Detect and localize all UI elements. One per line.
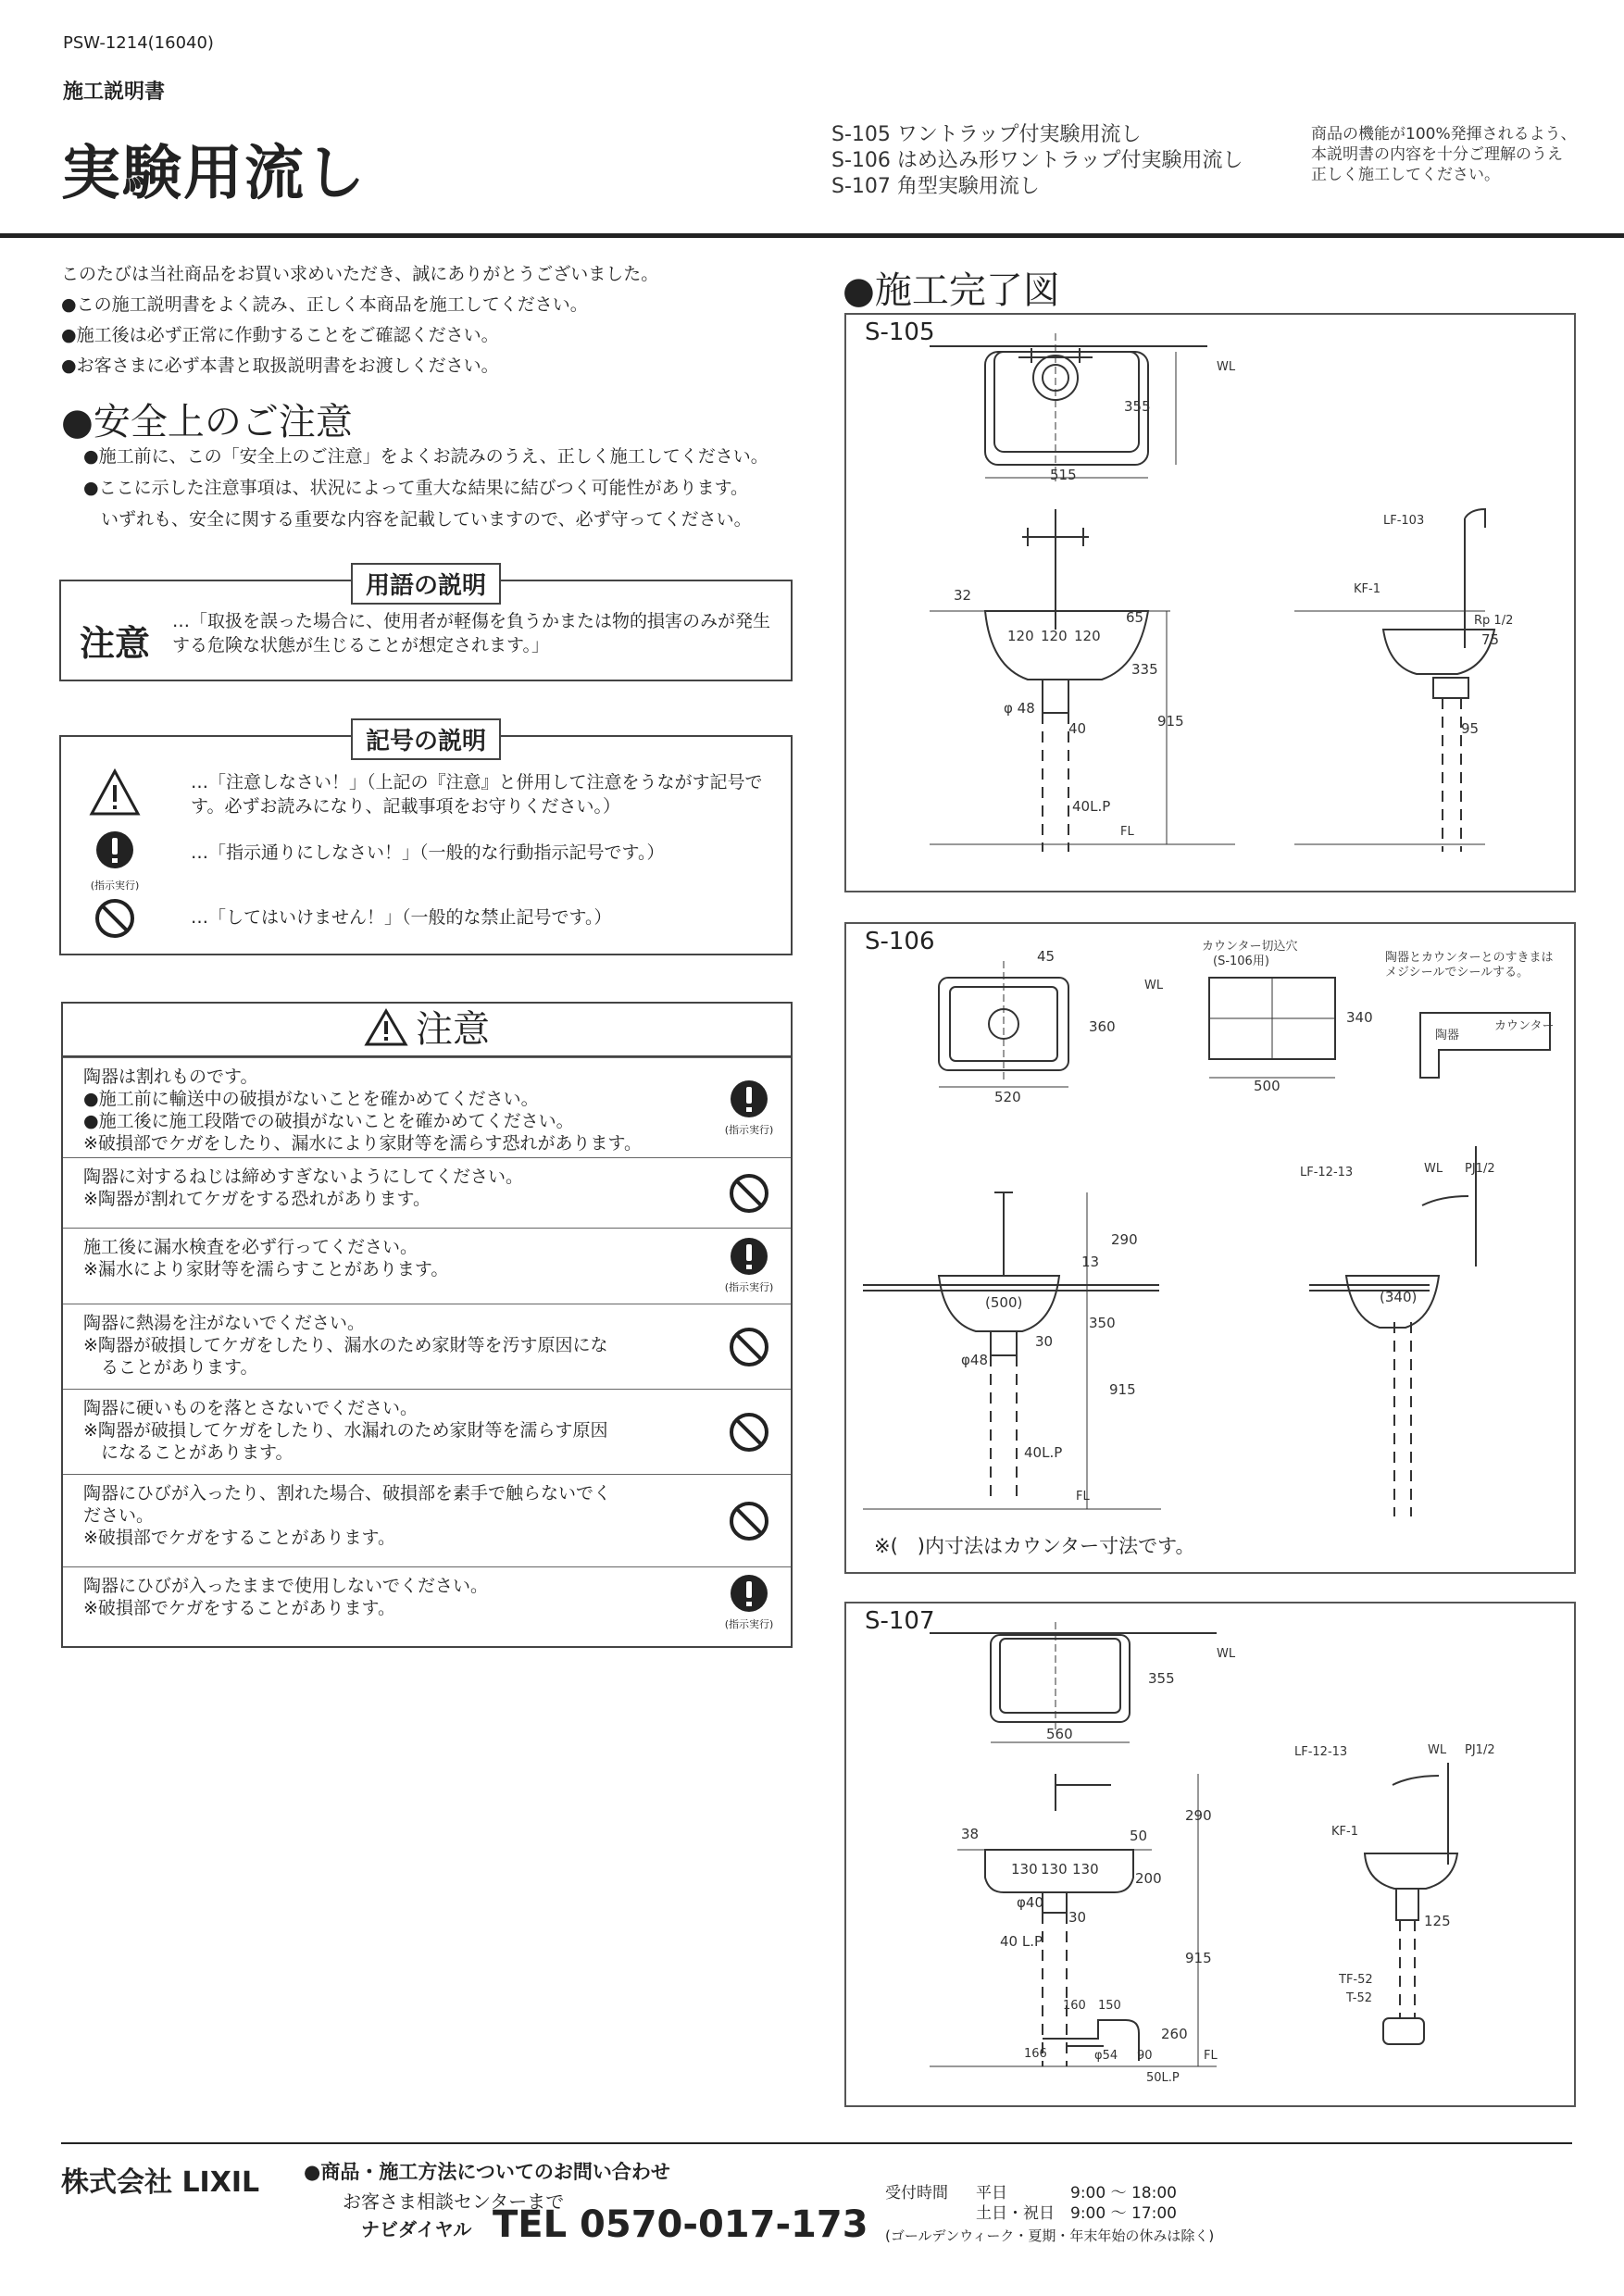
navi-dial-label: ナビダイヤル <box>361 2218 472 2240</box>
dim-label: 355 <box>1148 1670 1175 1687</box>
dim-label: 360 <box>1089 1018 1116 1035</box>
diagram-label: S-106 <box>865 928 935 955</box>
dim-label: 130 <box>1072 1861 1099 1878</box>
company-name: 株式会社 LIXIL <box>61 2166 260 2199</box>
dim-label: 13 <box>1081 1254 1100 1270</box>
caution-line: 陶器に対するねじは締めすぎないようにしてください。 <box>83 1167 524 1187</box>
model-item: S-105 ワントラップ付実験用流し <box>831 123 1142 146</box>
floor-level-label: FL <box>1120 825 1134 839</box>
document-code: PSW-1214(16040) <box>63 33 214 53</box>
diagram-s106 <box>844 922 1576 1574</box>
instruction-sub-label: (指示実行) <box>90 880 140 892</box>
dim-label: 65 <box>1126 609 1144 626</box>
dim-label: 340 <box>1346 1009 1373 1026</box>
contact-subtext: お客さま相談センターまで <box>343 2190 565 2213</box>
porcelain-label: 陶器 <box>1435 1029 1460 1042</box>
s107-drawing <box>846 1603 1574 2105</box>
pipe-label: 40L.P <box>1024 1444 1063 1461</box>
caution-line: 施工後に漏水検査を必ず行ってください。 <box>83 1237 418 1257</box>
terms-box <box>59 572 793 681</box>
caution-text <box>83 1066 713 1154</box>
dim-label: 350 <box>1089 1315 1116 1331</box>
cutout-label: カウンター切込穴 <box>1202 940 1298 954</box>
hours-weekday: 平日 9:00 〜 18:00 <box>976 2184 1177 2202</box>
symbol-row <box>89 830 774 892</box>
caution-text <box>83 1575 713 1619</box>
instruction-icon <box>717 1079 781 1136</box>
dim-label: 335 <box>1131 661 1158 678</box>
instruction-icon <box>717 1236 781 1293</box>
caution-line: ※破損部でケガをしたり、漏水により家財等を濡らす恐れがあります。 <box>83 1133 643 1154</box>
header-note-line: 正しく施工してください。 <box>1311 166 1500 184</box>
dim-label: 32 <box>954 587 972 604</box>
dim-label: 130 <box>1011 1861 1038 1878</box>
intro-line: ●お客さまに必ず本書と取扱説明書をお渡しください。 <box>61 356 499 376</box>
water-level-label: WL <box>1217 360 1236 374</box>
s105-drawing <box>846 315 1574 891</box>
water-level-label: WL <box>1144 979 1164 992</box>
dim-label: 38 <box>961 1826 980 1842</box>
dim-label: φ48 <box>961 1352 988 1368</box>
intro-line: ●施工後は必ず正常に作動することをご確認ください。 <box>61 325 499 345</box>
model-list <box>831 122 1243 200</box>
hours-label: 受付時間 <box>885 2184 948 2202</box>
caution-text <box>83 1236 713 1280</box>
caution-row <box>63 1228 791 1304</box>
part-label: KF-1 <box>1331 1825 1358 1839</box>
caution-line: ※陶器が破損してケガをしたり、漏水のため家財等を汚す原因にな <box>83 1335 608 1355</box>
page-title: 実験用流し <box>61 140 367 208</box>
intro-line: ●この施工説明書をよく読み、正しく本商品を施工してください。 <box>61 294 588 315</box>
dim-label: 290 <box>1185 1807 1212 1824</box>
dim-label: 160 <box>1063 1999 1086 2013</box>
part-label: LF-103 <box>1383 514 1425 528</box>
caution-line: 陶器に熱湯を注がないでください。 <box>83 1313 366 1333</box>
instruction-icon <box>89 830 141 892</box>
symbols-box <box>59 728 793 955</box>
symbols-label: 記号の説明 <box>351 718 501 760</box>
caution-row <box>63 1057 791 1158</box>
dim-label: 75 <box>1481 631 1500 648</box>
intro-line: このたびは当社商品をお買い求めいただき、誠にありがとうございました。 <box>61 264 659 284</box>
diagram-s105 <box>844 313 1576 892</box>
instruction-sub-label: (指示実行) <box>724 1124 774 1136</box>
symbol-description: …「指示通りにしなさい！」（一般的な行動指示記号です。） <box>191 842 665 863</box>
dim-label: 45 <box>1037 948 1056 965</box>
terms-label: 用語の説明 <box>351 563 501 605</box>
caution-text <box>83 1482 713 1549</box>
header-note-line: 本説明書の内容を十分ご理解のうえ <box>1311 145 1563 164</box>
header-note <box>1311 124 1577 185</box>
counter-dimension-note: ※( )内寸法はカウンター寸法です。 <box>874 1535 1195 1557</box>
contact-heading: ●商品・施工方法についてのお問い合わせ <box>304 2161 670 2183</box>
completion-heading: ●施工完了図 <box>843 269 1060 312</box>
part-label: KF-1 <box>1354 582 1380 596</box>
caution-line: ※陶器が割れてケガをする恐れがあります。 <box>83 1189 431 1209</box>
dim-label: 130 <box>1041 1861 1068 1878</box>
prohibition-icon <box>717 1499 781 1549</box>
caution-row <box>63 1389 791 1475</box>
instruction-icon <box>717 1573 781 1630</box>
caution-line: 陶器にひびが入ったり、割れた場合、破損部を素手で触らないでく <box>83 1483 612 1504</box>
phone-number: TEL 0570-017-173 <box>493 2203 868 2246</box>
dim-label: 560 <box>1046 1726 1073 1742</box>
dim-label: (340) <box>1380 1289 1418 1305</box>
dim-label: 515 <box>1050 467 1077 483</box>
part-label: T-52 <box>1346 1991 1372 2005</box>
term-word: 注意 <box>80 623 151 664</box>
part-label: Rp 1/2 <box>1474 614 1514 628</box>
dim-label: φ54 <box>1094 2049 1118 2063</box>
caution-text <box>83 1166 713 1210</box>
seal-note: 陶器とカウンターとのすきまは <box>1385 951 1554 965</box>
instruction-sub-label: (指示実行) <box>724 1281 774 1293</box>
dim-label: 30 <box>1068 1909 1087 1926</box>
dim-label: 125 <box>1424 1913 1451 1929</box>
diagram-label: S-105 <box>865 318 935 346</box>
part-label: TF-52 <box>1339 1973 1373 1987</box>
symbol-row <box>89 768 774 824</box>
diagram-s107 <box>844 1602 1576 2107</box>
safety-item: ●施工前に、この「安全上のご注意」をよくお読みのうえ、正しく施工してください。 <box>83 446 768 467</box>
part-label: LF-12-13 <box>1300 1166 1354 1179</box>
dim-label: 166 <box>1024 2047 1047 2061</box>
seal-note: メジシールでシールする。 <box>1385 966 1530 980</box>
dim-label: 915 <box>1109 1381 1136 1398</box>
diagram-label: S-107 <box>865 1607 935 1635</box>
prohibition-icon <box>717 1171 781 1221</box>
symbol-row <box>89 896 774 942</box>
floor-level-label: FL <box>1076 1490 1090 1504</box>
dim-label: 290 <box>1111 1231 1138 1248</box>
intro-text <box>61 259 820 381</box>
dim-label: 30 <box>1035 1333 1054 1350</box>
pipe-label: 40L.P <box>1072 798 1111 815</box>
dim-label: 120 <box>1074 628 1101 644</box>
dim-label: 200 <box>1135 1870 1162 1887</box>
safety-item: いずれも、安全に関する重要な内容を記載していますので、必ず守ってください。 <box>83 509 752 530</box>
instruction-sub-label: (指示実行) <box>724 1618 774 1630</box>
dim-label: 120 <box>1007 628 1034 644</box>
caution-line: ださい。 <box>83 1505 155 1526</box>
caution-row <box>63 1474 791 1567</box>
footer-divider <box>61 2142 1572 2144</box>
caution-line: 陶器に硬いものを落とさないでください。 <box>83 1398 418 1418</box>
dim-label: 355 <box>1124 398 1151 415</box>
caution-line: ●施工前に輸送中の破損がないことを確かめてください。 <box>83 1089 539 1109</box>
part-label: LF-12-13 <box>1294 1745 1348 1759</box>
symbol-description: …「注意しなさい！」（上記の『注意』と併用して注意をうながす記号です。必ずお読みになり、記載事項をお守りください。） <box>191 772 763 817</box>
dim-label: 520 <box>994 1089 1021 1105</box>
dim-label: 50 <box>1130 1828 1148 1844</box>
caution-line: ※破損部でケガをすることがあります。 <box>83 1528 396 1548</box>
dim-label: φ40 <box>1017 1894 1043 1911</box>
dim-label: 260 <box>1161 2026 1188 2042</box>
dim-label: (500) <box>985 1294 1023 1311</box>
safety-list <box>83 441 833 535</box>
water-level-label: WL <box>1217 1647 1236 1661</box>
dim-label: 120 <box>1041 628 1068 644</box>
safety-item: ●ここに示した注意事項は、状況によって重大な結果に結びつく可能性があります。 <box>83 478 749 498</box>
warning-triangle-icon <box>89 768 141 823</box>
pipe-label: 40 L.P <box>1000 1933 1043 1950</box>
part-label: PJ1/2 <box>1465 1162 1495 1176</box>
caution-line: になることがあります。 <box>83 1442 294 1463</box>
symbol-description: …「してはいけません！」（一般的な禁止記号です。） <box>191 907 612 928</box>
model-item: S-106 はめ込み形ワントラップ付実験用流し <box>831 149 1243 172</box>
prohibition-icon <box>717 1410 781 1460</box>
caution-heading: 注意 <box>416 1008 490 1051</box>
caution-row <box>63 1566 791 1645</box>
prohibition-icon <box>89 896 141 947</box>
caution-line: ることがあります。 <box>83 1357 258 1378</box>
caution-row <box>63 1304 791 1390</box>
warning-triangle-icon <box>364 1008 408 1047</box>
caution-row <box>63 1157 791 1229</box>
dim-label: 500 <box>1254 1078 1280 1094</box>
header-note-line: 商品の機能が100%発揮されるよう、 <box>1311 125 1577 144</box>
dim-label: 90 <box>1137 2049 1153 2063</box>
dim-label: 150 <box>1098 1999 1121 2013</box>
model-item: S-107 角型実験用流し <box>831 175 1040 198</box>
hours-holiday: 土日・祝日 9:00 〜 17:00 <box>976 2204 1177 2223</box>
term-description: …「取扱を誤った場合に、使用者が軽傷を負うかまたは物的損害のみが発生する危険な状態が生じることが想定されます。」 <box>172 611 771 655</box>
cutout-sub-label: (S-106用) <box>1213 955 1269 968</box>
caution-text <box>83 1397 713 1464</box>
prohibition-icon <box>717 1325 781 1375</box>
dim-label: 40 <box>1068 720 1087 737</box>
water-level-label: WL <box>1424 1162 1443 1176</box>
caution-line: ※漏水により家財等を濡らすことがあります。 <box>83 1259 449 1279</box>
caution-line: 陶器にひびが入ったままで使用しないでください。 <box>83 1576 489 1596</box>
floor-level-label: FL <box>1204 2049 1218 2063</box>
dim-label: 95 <box>1461 720 1480 737</box>
hours-note: (ゴールデンウィーク・夏期・年末年始の休みは除く) <box>885 2227 1215 2244</box>
document-type: 施工説明書 <box>63 81 166 104</box>
caution-line: 陶器は割れものです。 <box>83 1067 258 1087</box>
caution-text <box>83 1312 713 1379</box>
pipe-label: 50L.P <box>1146 2071 1180 2085</box>
counter-label: カウンター <box>1494 1019 1555 1033</box>
dim-label: φ 48 <box>1004 700 1035 717</box>
safety-heading: ●安全上のご注意 <box>61 401 353 443</box>
s106-drawing <box>846 924 1574 1572</box>
part-label: PJ1/2 <box>1465 1743 1495 1757</box>
dim-label: 915 <box>1185 1950 1212 1966</box>
business-hours <box>885 2183 1177 2223</box>
caution-header <box>63 1004 791 1057</box>
caution-line: ●施工後に施工段階での破損がないことを確かめてください。 <box>83 1111 574 1131</box>
caution-table <box>61 1002 793 1648</box>
caution-line: ※陶器が破損してケガをしたり、水漏れのため家財等を濡らす原因 <box>83 1420 608 1441</box>
water-level-label: WL <box>1428 1743 1447 1757</box>
caution-line: ※破損部でケガをすることがあります。 <box>83 1598 396 1618</box>
header-divider <box>0 233 1624 238</box>
dim-label: 915 <box>1157 713 1184 730</box>
